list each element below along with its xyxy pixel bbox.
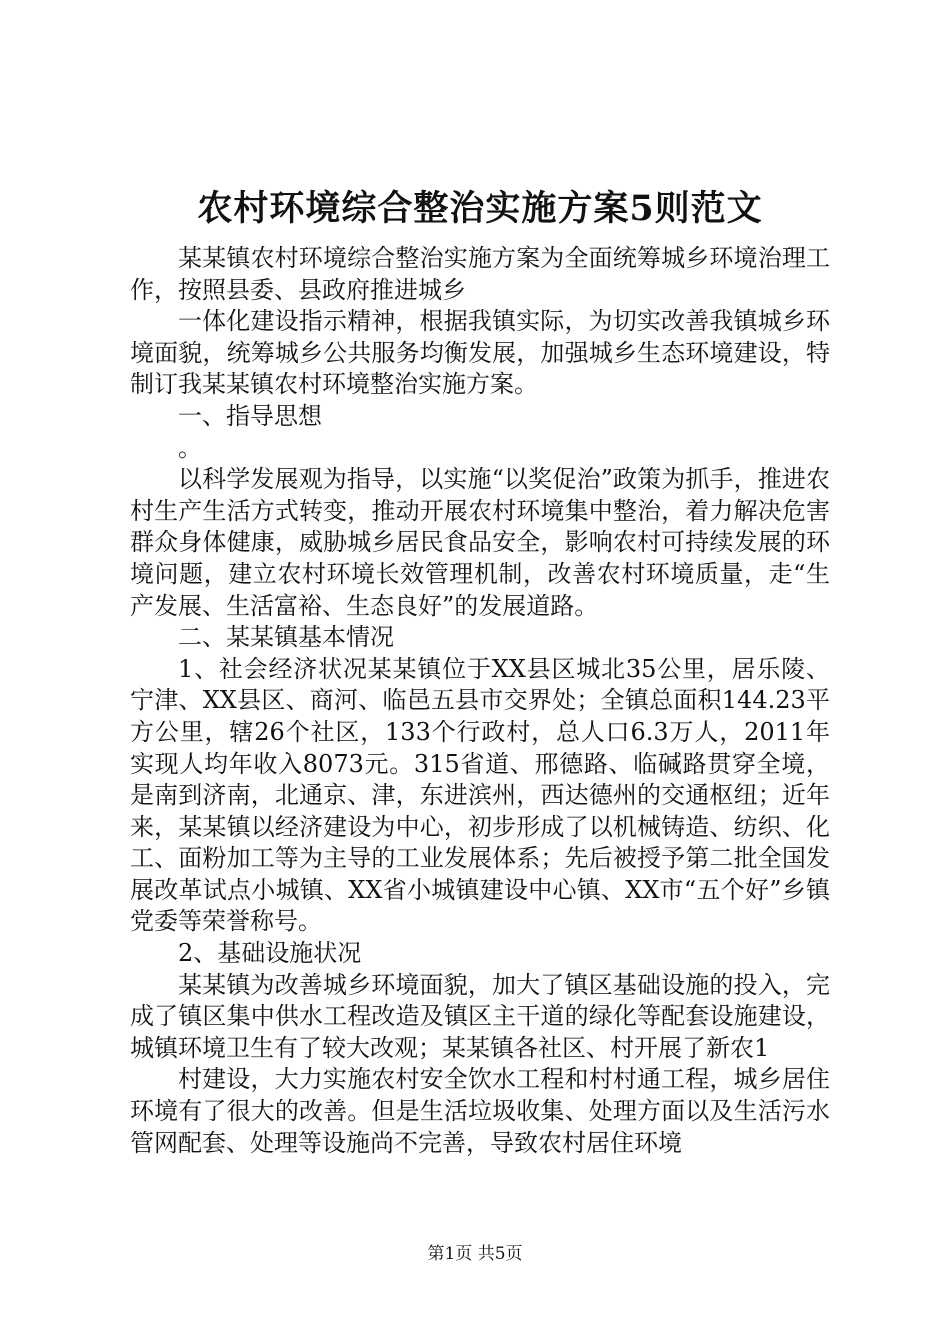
section-heading-basic-situation: 二、某某镇基本情况 — [178, 623, 394, 652]
section-heading-guiding-ideology: 一、指导思想 — [178, 401, 322, 430]
paragraph-guiding-ideology: 以科学发展观为指导，以实施“以奖促治”政策为抓手，推进农村生产生活方式转变，推动开展农村环境集中整治，着力解决危害群众身体健康，威胁城乡居民食品安全，影响农村可持续发展的环境问题，建立农村环境长效管理机制，改善农村环境质量，走“生产发展、生活富裕、生态良好”的发展道路。 — [130, 465, 830, 620]
page-footer: 第1页 共5页 — [427, 1244, 523, 1264]
paragraph-intro: 某某镇农村环境综合整治实施方案为全面统筹城乡环境治理工作，按照县委、县政府推进城乡 — [130, 244, 830, 304]
paragraph-rural-construction: 村建设，大力实施农村安全饮水工程和村村通工程，城乡居住环境有了很大的改善。但是生活垃圾收集、处理方面以及生活污水管网配套、处理等设施尚不完善，导致农村居住环境 — [130, 1065, 830, 1157]
document-body — [130, 243, 830, 1159]
document-page — [130, 185, 830, 1159]
paragraph-stray-mark: 。 — [178, 433, 202, 462]
document-title: 农村环境综合整治实施方案5则范文 — [197, 188, 763, 229]
paragraph-infrastructure: 某某镇为改善城乡环境面貌，加大了镇区基础设施的投入，完成了镇区集中供水工程改造及镇区主干道的绿化等配套设施建设，城镇环境卫生有了较大改观；某某镇各社区、村开展了新农1 — [130, 970, 830, 1062]
paragraph-intro-continued: 一体化建设指示精神，根据我镇实际，为切实改善我镇城乡环境面貌，统筹城乡公共服务均衡发展，加强城乡生态环境建设，特制订我某某镇农村环境整治实施方案。 — [130, 307, 830, 399]
paragraph-socioeconomic: 1、社会经济状况某某镇位于XX县区城北35公里，居乐陵、宁津、XX县区、商河、临邑五县市交界处；全镇总面积144.23平方公里，辖26个社区，133个行政村，总人口6.3万人，2011年实现人均年收入8073元。315省道、邢德路、临碱路贯穿全境，是南到济南，北通京、津，东进滨州，西达德州的交通枢纽；近年来，某某镇以经济建设为中心，初步形成了以机械铸造、纺织、化工、面粉加工等为主导的工业发展体系；先后被授予第二批全国发展改革试点小城镇、XX省小城镇建设中心镇、XX市“五个好”乡镇党委等荣誉称号。 — [130, 654, 830, 936]
subheading-infrastructure: 2、基础设施状况 — [178, 939, 362, 968]
